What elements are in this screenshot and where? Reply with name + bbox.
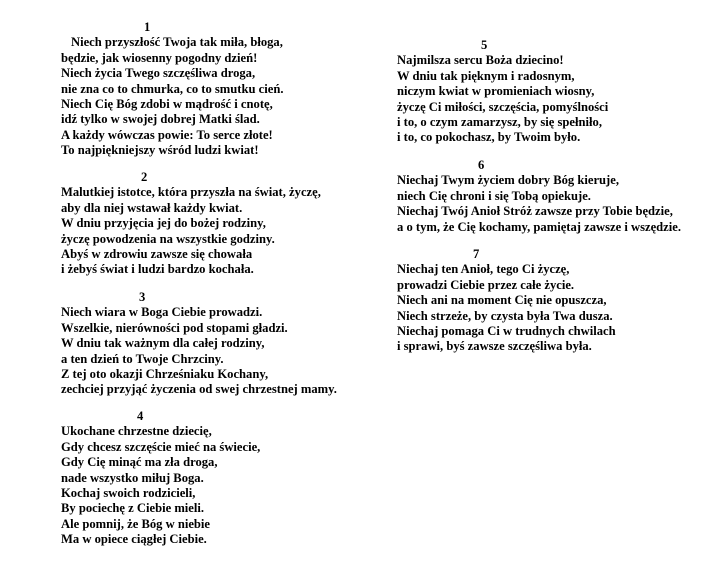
- verse-line: To najpiękniejszy wśród ludzi kwiat!: [61, 143, 259, 158]
- stanza-number: 7: [473, 247, 480, 261]
- stanza-3: [61, 290, 337, 398]
- verse-line: życzę powodzenia na wszystkie godziny.: [61, 231, 275, 246]
- verse-line: Niech Cię Bóg zdobi w mądrość i cnotę,: [61, 96, 273, 111]
- verse-line: życzę Ci miłości, szczęścia, pomyślności: [397, 99, 609, 114]
- verse-line: prowadzi Ciebie przez całe życie.: [397, 277, 575, 292]
- verse-line: nie zna co to chmurka, co to smutku cień.: [61, 81, 284, 96]
- verse-line: Niech życia Twego szczęśliwa droga,: [61, 66, 256, 81]
- verse-line: Gdy Cię minąć ma zła droga,: [61, 455, 218, 470]
- verse-line: Niech przyszłość Twoja tak miła, błoga,: [71, 35, 283, 50]
- verse-line: zechciej przyjąć życzenia od swej chrzestnej mamy.: [61, 382, 337, 397]
- stanza-2: [61, 170, 321, 278]
- verse-line: W dniu tak ważnym dla całej rodziny,: [61, 336, 265, 351]
- verse-line: a o tym, że Cię kochamy, pamiętaj zawsze i wszędzie.: [397, 219, 681, 234]
- verse-line: Malutkiej istotce, która przyszła na świat, życzę,: [61, 185, 321, 200]
- verse-line: a ten dzień to Twoje Chrzciny.: [61, 351, 224, 366]
- verse-line: idź tylko w swojej dobrej Matki ślad.: [61, 112, 260, 127]
- verse-line: Abyś w zdrowiu zawsze się chowała: [61, 246, 253, 261]
- stanza-5: [397, 38, 608, 146]
- stanza-number: 2: [141, 170, 148, 184]
- verse-line: Niech ani na moment Cię nie opuszcza,: [397, 293, 607, 308]
- verse-line: Ale pomnij, że Bóg w niebie: [61, 516, 211, 531]
- verse-line: aby dla niej wstawał każdy kwiat.: [61, 200, 243, 215]
- stanza-number: 6: [478, 158, 485, 172]
- stanza-number: 5: [481, 38, 488, 52]
- stanza-number: 3: [139, 290, 146, 304]
- stanza-7: [397, 247, 616, 355]
- verse-line: i żebyś świat i ludzi bardzo kochała.: [61, 262, 254, 277]
- verse-line: Gdy chcesz szczęście mieć na świecie,: [61, 439, 261, 454]
- verse-line: Niechaj pomaga Ci w trudnych chwilach: [397, 323, 616, 338]
- verse-line: W dniu tak pięknym i radosnym,: [397, 68, 575, 83]
- stanza-1: [61, 20, 283, 159]
- verse-line: Wszelkie, nierówności pod stopami gładzi.: [61, 320, 288, 335]
- verse-line: i to, co pokochasz, by Twoim było.: [397, 130, 581, 145]
- verse-line: Niech strzeże, by czysta była Twa dusza.: [397, 308, 613, 323]
- verse-line: nade wszystko miłuj Boga.: [61, 470, 204, 485]
- verse-line: niech Cię chroni i się Tobą opiekuje.: [397, 188, 591, 203]
- verse-line: Najmilsza sercu Boża dziecino!: [397, 53, 564, 68]
- verse-line: i sprawi, byś zawsze szczęśliwa była.: [397, 339, 592, 354]
- verse-line: Z tej oto okazji Chrześniaku Kochany,: [61, 366, 269, 381]
- verse-line: Niech wiara w Boga Ciebie prowadzi.: [61, 305, 263, 320]
- verse-line: Kochaj swoich rodzicieli,: [61, 485, 196, 500]
- verse-line: niczym kwiat w promieniach wiosny,: [397, 84, 595, 99]
- stanza-number: 1: [144, 20, 151, 34]
- verse-line: Niechaj Twój Anioł Stróż zawsze przy Tobie będzie,: [397, 204, 673, 219]
- verse-line: Ukochane chrzestne dziecię,: [61, 424, 212, 439]
- verse-line: Niechaj Twym życiem dobry Bóg kieruje,: [397, 173, 619, 188]
- verse-line: Niechaj ten Anioł, tego Ci życzę,: [397, 262, 570, 277]
- verse-line: W dniu przyjęcia jej do bożej rodziny,: [61, 216, 266, 231]
- stanza-4: [61, 409, 260, 548]
- verse-line: będzie, jak wiosenny pogodny dzień!: [61, 50, 258, 65]
- verse-line: A każdy wówczas powie: To serce złote!: [61, 127, 273, 142]
- stanza-6: [397, 158, 681, 235]
- verse-line: Ma w opiece ciągłej Ciebie.: [61, 532, 207, 547]
- stanza-number: 4: [137, 409, 144, 423]
- verse-line: i to, o czym zamarzysz, by się spełniło,: [397, 114, 602, 129]
- verse-line: By pociechę z Ciebie mieli.: [61, 501, 205, 516]
